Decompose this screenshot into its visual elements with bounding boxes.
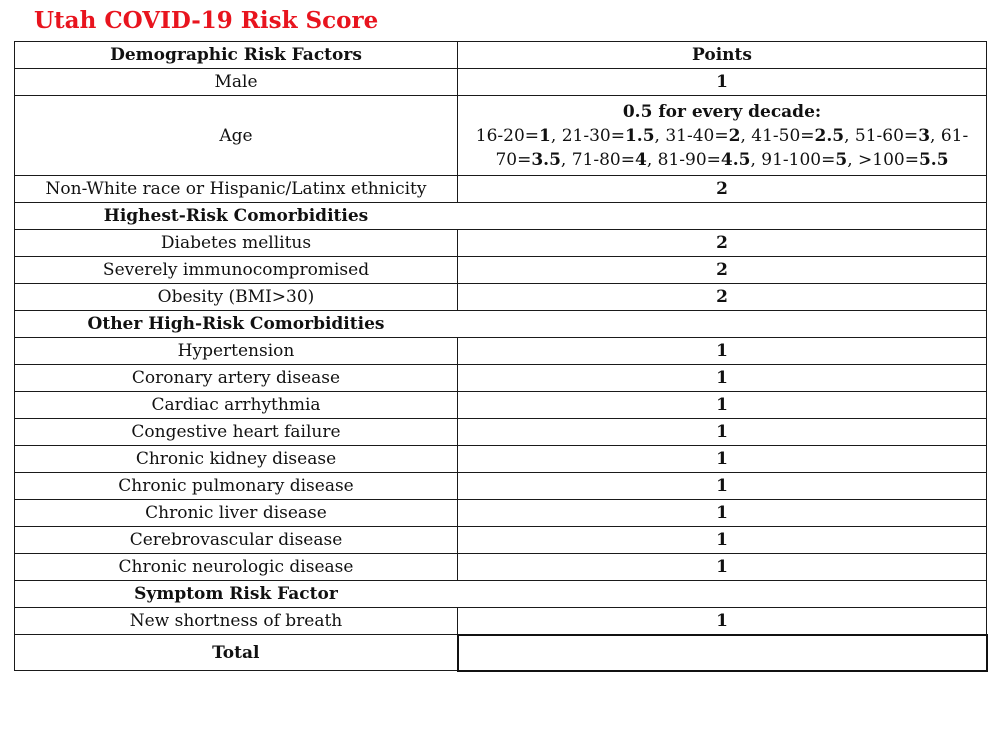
points-cell: 2 xyxy=(458,176,987,203)
factor-cell: Age xyxy=(15,96,458,176)
table-row xyxy=(15,554,987,581)
factor-cell: Chronic liver disease xyxy=(15,500,458,527)
age-range-points: 3.5 xyxy=(531,149,561,170)
table-row xyxy=(15,69,987,96)
table-row xyxy=(15,500,987,527)
factor-cell: Congestive heart failure xyxy=(15,419,458,446)
factor-cell: New shortness of breath xyxy=(15,608,458,635)
age-range-label: 51-60= xyxy=(854,125,919,146)
factor-cell: Obesity (BMI>30) xyxy=(15,284,458,311)
table-row xyxy=(15,419,987,446)
age-range-separator: , xyxy=(560,149,572,170)
factor-cell: Male xyxy=(15,69,458,96)
age-range-points: 5.5 xyxy=(918,149,949,170)
age-range-points: 4 xyxy=(634,149,647,170)
points-cell: 2 xyxy=(458,257,987,284)
age-range-label: >100= xyxy=(858,149,919,170)
factor-cell: Cardiac arrhythmia xyxy=(15,392,458,419)
age-range-separator: , xyxy=(844,125,855,146)
factor-cell: Severely immunocompromised xyxy=(15,257,458,284)
age-range-separator: , xyxy=(930,125,941,146)
header-points: Points xyxy=(458,42,987,69)
age-range-points: 2.5 xyxy=(814,125,845,146)
factor-cell: Diabetes mellitus xyxy=(15,230,458,257)
age-range-points: 3 xyxy=(918,125,931,146)
section-points-blank xyxy=(458,581,987,608)
table-row xyxy=(15,230,987,257)
table-row xyxy=(15,446,987,473)
factor-cell: Chronic neurologic disease xyxy=(15,554,458,581)
factor-cell: Non-White race or Hispanic/Latinx ethnicity xyxy=(15,176,458,203)
points-cell: 1 xyxy=(458,338,987,365)
points-cell: 2 xyxy=(458,284,987,311)
age-row xyxy=(15,96,987,176)
age-range-label: 81-90= xyxy=(657,149,721,170)
age-range-label: 91-100= xyxy=(761,149,836,170)
age-points-cell xyxy=(458,96,987,176)
points-cell: 1 xyxy=(458,527,987,554)
section-points-blank xyxy=(458,311,987,338)
points-cell: 1 xyxy=(458,500,987,527)
age-points-heading: 0.5 for every decade: xyxy=(622,101,822,122)
total-value-cell[interactable] xyxy=(458,635,987,671)
total-label: Total xyxy=(15,635,458,671)
points-cell: 1 xyxy=(458,608,987,635)
points-cell: 2 xyxy=(458,230,987,257)
section-title: Highest-Risk Comorbidities xyxy=(15,203,458,230)
age-range-separator: , xyxy=(740,125,752,146)
points-cell: 1 xyxy=(458,473,987,500)
header-factor: Demographic Risk Factors xyxy=(15,42,458,69)
age-range-separator: , xyxy=(646,149,658,170)
age-range-separator: , xyxy=(750,149,762,170)
factor-cell: Cerebrovascular disease xyxy=(15,527,458,554)
factor-cell: Chronic kidney disease xyxy=(15,446,458,473)
section-title: Symptom Risk Factor xyxy=(15,581,458,608)
table-row xyxy=(15,392,987,419)
age-range-points: 4.5 xyxy=(720,149,751,170)
table-row xyxy=(15,608,987,635)
table-row xyxy=(15,473,987,500)
age-points-line xyxy=(462,148,982,172)
points-cell: 1 xyxy=(458,419,987,446)
section-header-row xyxy=(15,311,987,338)
points-cell: 1 xyxy=(458,69,987,96)
points-cell: 1 xyxy=(458,392,987,419)
age-range-label: 61- xyxy=(940,125,969,146)
risk-score-table xyxy=(14,41,988,672)
table-row xyxy=(15,257,987,284)
age-range-points: 5 xyxy=(835,149,848,170)
table-row xyxy=(15,176,987,203)
table-row xyxy=(15,527,987,554)
factor-cell: Hypertension xyxy=(15,338,458,365)
age-range-separator: , xyxy=(550,125,562,146)
age-range-points: 1.5 xyxy=(624,125,655,146)
age-range-label: 31-40= xyxy=(665,125,729,146)
age-range-separator: , xyxy=(654,125,666,146)
age-range-label: 71-80= xyxy=(571,149,635,170)
table-header-row xyxy=(15,42,987,69)
age-range-separator: , xyxy=(847,149,859,170)
table-row xyxy=(15,284,987,311)
age-range-points: 2 xyxy=(728,125,741,146)
factor-cell: Chronic pulmonary disease xyxy=(15,473,458,500)
table-row xyxy=(15,365,987,392)
age-range-label: 21-30= xyxy=(561,125,625,146)
total-row xyxy=(15,635,987,671)
section-title: Other High-Risk Comorbidities xyxy=(15,311,458,338)
age-range-label: 70= xyxy=(495,149,532,170)
section-header-row xyxy=(15,581,987,608)
factor-cell: Coronary artery disease xyxy=(15,365,458,392)
age-range-label: 41-50= xyxy=(751,125,815,146)
table-row xyxy=(15,338,987,365)
age-points-line xyxy=(462,124,982,148)
page-title: Utah COVID-19 Risk Score xyxy=(34,7,379,34)
points-cell: 1 xyxy=(458,365,987,392)
section-points-blank xyxy=(458,203,987,230)
age-range-label: 16-20= xyxy=(475,125,540,146)
points-cell: 1 xyxy=(458,554,987,581)
points-cell: 1 xyxy=(458,446,987,473)
section-header-row xyxy=(15,203,987,230)
age-range-points: 1 xyxy=(539,125,551,146)
